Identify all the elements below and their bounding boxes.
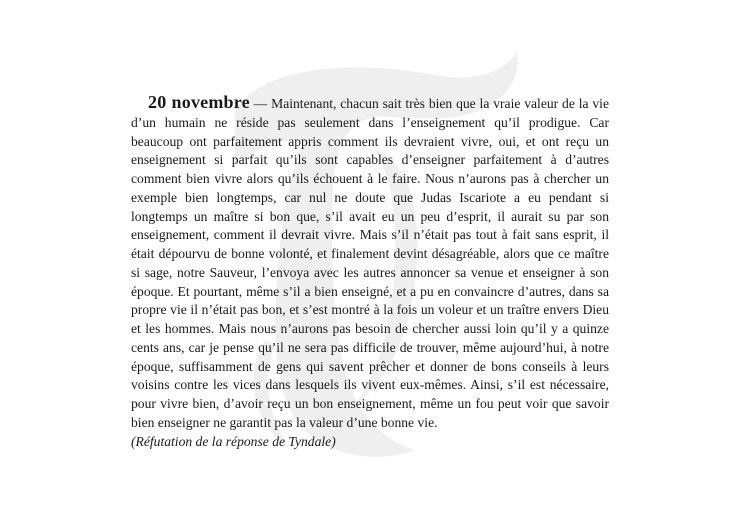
entry-text: [131, 93, 609, 451]
entry-citation: (Réfutation de la réponse de Tyndale): [131, 433, 336, 449]
entry-body: Maintenant, chacun sait très bien que la vraie valeur de la vie d’un humain ne réside pas seulement dans l’enseignement qu’il prodigue. Car beaucoup ont parfaitement appris comment ils devraient vivre, oui, et ont reçu un enseignement si parfait qu’ils sont capables d’enseigner parfaitement à d’autres comment bien vivre alors qu’ils échouent à le faire. Nous n’aurons pas à chercher un exemple bien longtemps, car nul ne doute que Judas Iscariote a eu pendant si longtemps un maître si bon que, s’il avait eu un peu d’esprit, il aurait su par son enseignement, comment il devrait vivre. Mais s’il n’était pas tout à fait sans esprit, il était dépourvu de bonne volonté, et finalement devint désagréable, alors que ce maître si sage, notre Sauveur, l’envoya avec les autres annoncer sa venue et enseigner à son époque. Et pourtant, même s’il a bien enseigné, et a pu en convaincre d’autres, dans sa propre vie il n’était pas bon, et s’est montré à la fois un voleur et un traître envers Dieu et les hommes. Mais nous n’aurons pas besoin de chercher aussi loin qu’il y a quinze cents ans, car je pense qu’il ne sera pas difficile de trouver, même aujourd’hui, à notre époque, suffisamment de gens qui savent prêcher et donner de bons conseils à leurs voisins contre les vices dans lesquels ils vivent eux-mêmes. Ainsi, s’il est nécessaire, pour vivre bien, d’avoir reçu un bon enseignement, même un fou peut voir que savoir bien enseigner ne garantit pas la valeur d’une bonne vie.: [131, 96, 609, 430]
entry-dash: —: [249, 96, 272, 111]
entry-date: 20 novembre: [148, 92, 250, 112]
